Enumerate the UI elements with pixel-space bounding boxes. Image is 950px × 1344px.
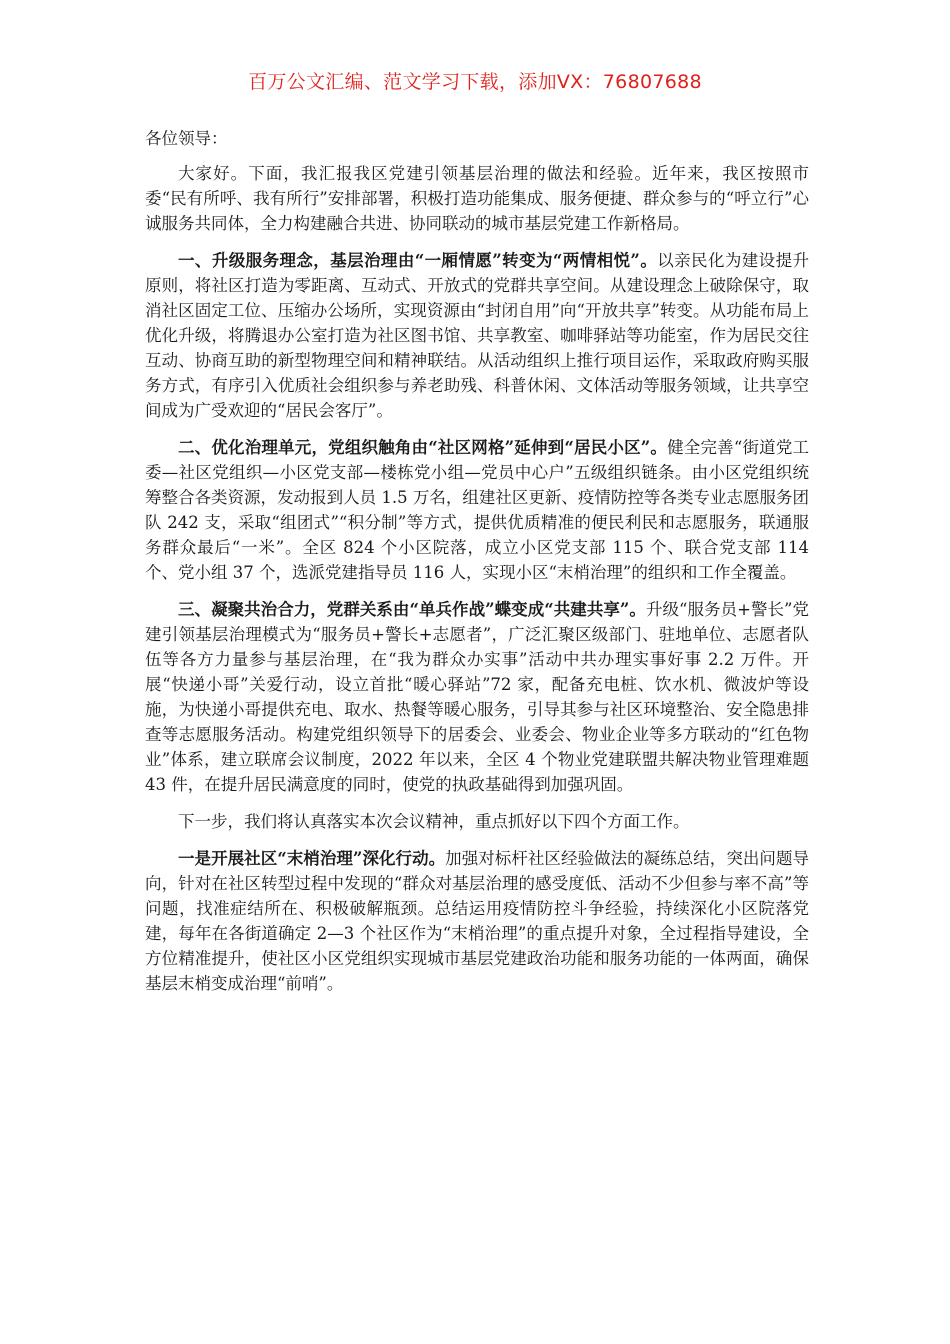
header-banner: 百万公文汇编、范文学习下载，添加VX：76807688 (248, 71, 702, 93)
section-paragraph-2 (145, 435, 809, 585)
document-body (145, 126, 809, 1008)
section-heading-3: 三、凝聚共治合力，党群关系由“单兵作战”蝶变成“共建共享”。 (178, 600, 646, 619)
intro-paragraph: 大家好。下面，我汇报我区党建引领基层治理的做法和经验。近年来，我区按照市委“民有所呼、我有所行”安排部署，积极打造功能集成、服务便捷、群众参与的“呼立行”心诚服务共同体，全力构建融合共进、协同联动的城市基层党建工作新格局。 (145, 164, 809, 233)
task-one-body: 加强对标杆社区经验做法的凝练总结，突出问题导向，针对在社区转型过程中发现的“群众对基层治理的感受度低、活动不少但参与率不高”等问题，找准症结所在、积极破解瓶颈。总结运用疫情防控斗争经验，持续深化小区院落党建，每年在各街道确定 2—3 个社区作为“末梢治理”的重点提升对象，全过程指导建设，全方位精准提升，使社区小区党组织实现城市基层党建政治功能和服务功能的一体两面，确保基层末梢变成治理“前哨”。 (145, 849, 810, 993)
section-body-2: 健全完善“街道党工委—社区党组织—小区党支部—楼栋党小组—党员中心户”五级组织链条。由小区党组织统筹整合各类资源，发动报到人员 1.5 万名，组建社区更新、疫情防控等各类专业志愿服务团队 242 支，采取“组团式”“积分制”等方式，提供优质精准的便民利民和志愿服务，联通服务群众最后“一米”。全区 824 个小区院落，成立小区党支部 115 个、联合党支部 114 个、党小组 37 个，选派党建指导员 116 人，实现小区“末梢治理”的组织和工作全覆盖。 (145, 438, 809, 582)
salutation: 各位领导： (145, 129, 228, 148)
section-heading-2: 二、优化治理单元，党组织触角由“社区网格”延伸到“居民小区”。 (178, 438, 668, 457)
section-heading-1: 一、升级服务理念，基层治理由“一厢情愿”转变为“两情相悦”。 (178, 251, 658, 270)
task-one-paragraph (145, 846, 809, 996)
section-body-1: 以亲民化为建设提升原则，将社区打造为零距离、互动式、开放式的党群共享空间。从建设理念上破除保守，取消社区固定工位、压缩办公场所，实现资源由“封闭自用”向“开放共享”转变。从功能布局上优化升级，将腾退办公室打造为社区图书馆、共享教室、咖啡驿站等功能室，作为居民交往互动、协商互助的新型物理空间和精神联结。从活动组织上推行项目运作，采取政府购买服务方式，有序引入优质社会组织参与养老助残、科普休闲、文体活动等服务领域，让共享空间成为广受欢迎的“居民会客厅”。 (145, 251, 810, 420)
section-body-3: 升级“服务员+警长”党建引领基层治理模式为“服务员+警长+志愿者”，广泛汇聚区级部门、驻地单位、志愿者队伍等各方力量参与基层治理，在“我为群众办实事”活动中共办理实事好事 2.2 万件。开展“快递小哥”关爱行动，设立首批“暖心驿站”72 家，配备充电桩、饮水机、微波炉等设施，为快递小哥提供充电、取水、热餐等暖心服务，引导其参与社区环境整治、安全隐患排查等志愿服务活动。构建党组织领导下的居委会、业委会、物业企业等多方联动的“红色物业”体系，建立联席会议制度，2022 年以来，全区 4 个物业党建联盟共解决物业管理难题 43 件，在提升居民满意度的同时，使党的执政基础得到加强巩固。 (145, 600, 809, 794)
section-paragraph-1 (145, 248, 809, 423)
next-step-paragraph: 下一步，我们将认真落实本次会议精神，重点抓好以下四个方面工作。 (178, 812, 690, 831)
section-paragraph-3 (145, 597, 809, 797)
task-one-heading: 一是开展社区“末梢治理”深化行动。 (178, 849, 446, 868)
